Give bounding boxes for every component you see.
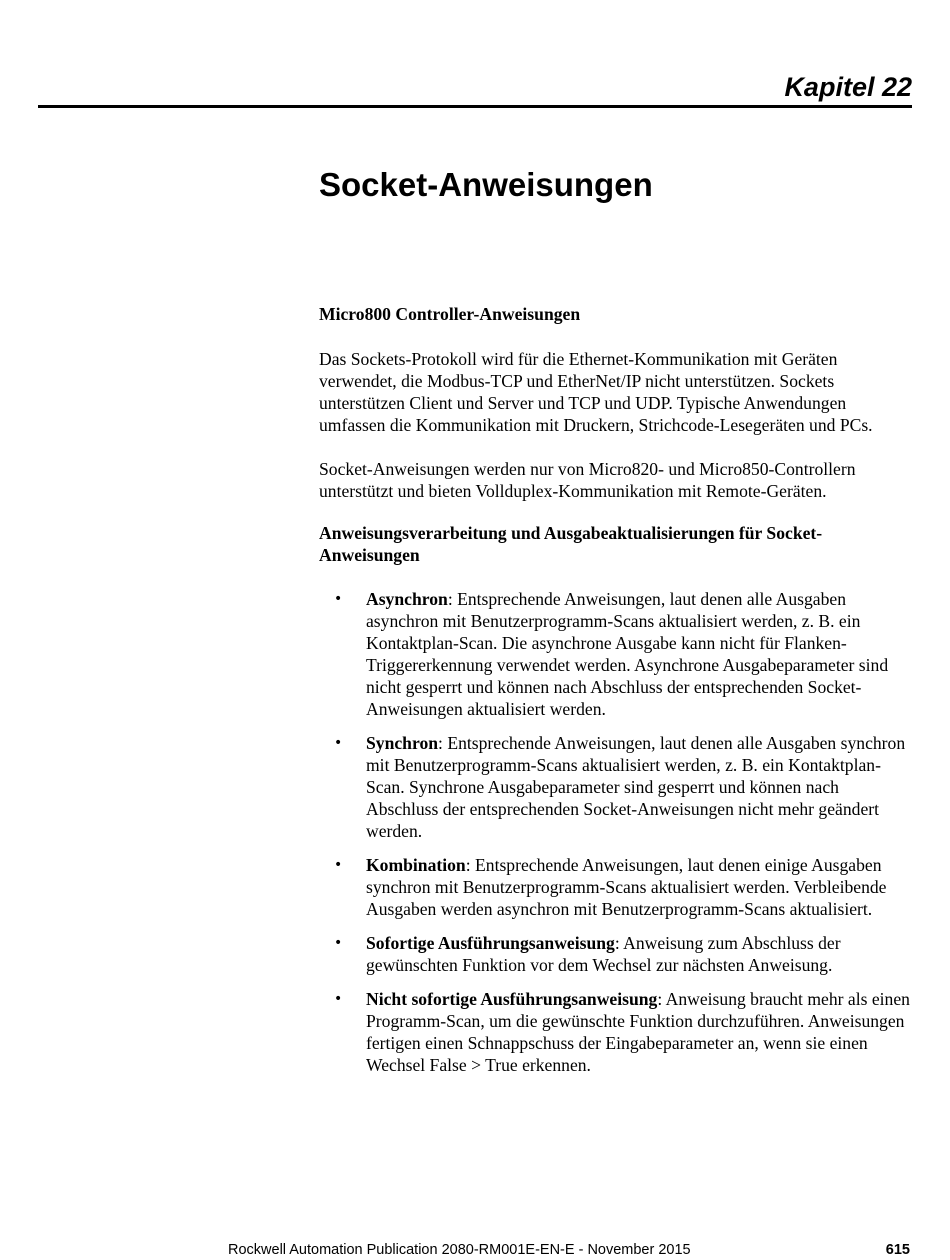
list-item [319, 988, 911, 1076]
subsection-heading: Anweisungsverarbeitung und Ausgabeaktualisierungen für Socket-Anweisungen [319, 523, 823, 565]
list-item-term: Sofortige Ausführungsanweisung [366, 933, 615, 953]
bullet-icon: • [334, 591, 343, 607]
list-item-term: Nicht sofortige Ausführungsanweisung [366, 989, 658, 1009]
section-heading: Micro800 Controller-Anweisungen [319, 304, 581, 324]
list-item-text: : Entsprechende Anweisungen, laut denen einige Ausgaben synchron mit Benutzerprogramm-Scans aktualisiert werden. Verbleibende Ausgaben werden asynchron mit Benutzerprogramm-Scans aktualisiert. [366, 855, 887, 919]
chapter-title: Socket-Anweisungen [319, 166, 653, 203]
list-item-term: Kombination [366, 855, 466, 875]
paragraph: Das Sockets-Protokoll wird für die Ethernet-Kommunikation mit Geräten verwendet, die Modbus-TCP und EtherNet/IP nicht unterstützen. Sockets unterstützen Client und Server und TCP und UDP. Typische Anwendungen umfassen die Kommunikation mit Druckern, Strichcode-Lesegeräten und PCs. [319, 349, 873, 435]
list-item [319, 732, 911, 842]
page-number: 615 [885, 1242, 910, 1258]
list-item [319, 932, 911, 976]
bullet-icon: • [334, 857, 343, 873]
bullet-icon: • [334, 991, 343, 1007]
bullet-list [319, 588, 911, 1076]
list-item-term: Synchron [366, 733, 439, 753]
chapter-label: Kapitel 22 [784, 72, 912, 102]
content-column [319, 303, 911, 1088]
bullet-icon: • [334, 935, 343, 951]
list-item-text: : Anweisung braucht mehr als einen Programm-Scan, um die gewünschte Funktion durchzuführen. Anweisungen fertigen einen Schnappschuss der Eingabeparameter an, wenn sie einen Wechsel False > True erkennen. [366, 989, 910, 1075]
list-item [319, 854, 911, 920]
footer-publication: Rockwell Automation Publication 2080-RM001E-EN-E - November 2015 [228, 1242, 691, 1258]
list-item-text: : Entsprechende Anweisungen, laut denen alle Ausgaben asynchron mit Benutzerprogramm-Scans aktualisiert werden, z. B. ein Kontaktplan-Scan. Die asynchrone Ausgabe kann nicht für Flanken-Triggererkennung verwendet werden. Asynchrone Ausgabeparameter sind nicht gesperrt und können nach Abschluss der entsprechenden Socket-Anweisungen aktualisiert werden. [366, 589, 889, 719]
bullet-icon: • [334, 735, 343, 751]
header-rule [38, 105, 912, 108]
list-item-term: Asynchron [366, 589, 448, 609]
list-item [319, 588, 911, 720]
paragraph: Socket-Anweisungen werden nur von Micro820- und Micro850-Controllern unterstützt und bieten Vollduplex-Kommunikation mit Remote-Geräten. [319, 459, 856, 501]
list-item-text: : Anweisung zum Abschluss der gewünschten Funktion vor dem Wechsel zur nächsten Anweisung. [366, 933, 841, 975]
list-item-text: : Entsprechende Anweisungen, laut denen alle Ausgaben synchron mit Benutzerprogramm-Scans aktualisiert werden, z. B. ein Kontaktplan-Scan. Synchrone Ausgabeparameter sind gesperrt und können nach Abschluss der entsprechenden Socket-Anweisungen nicht mehr geändert werden. [366, 733, 906, 841]
